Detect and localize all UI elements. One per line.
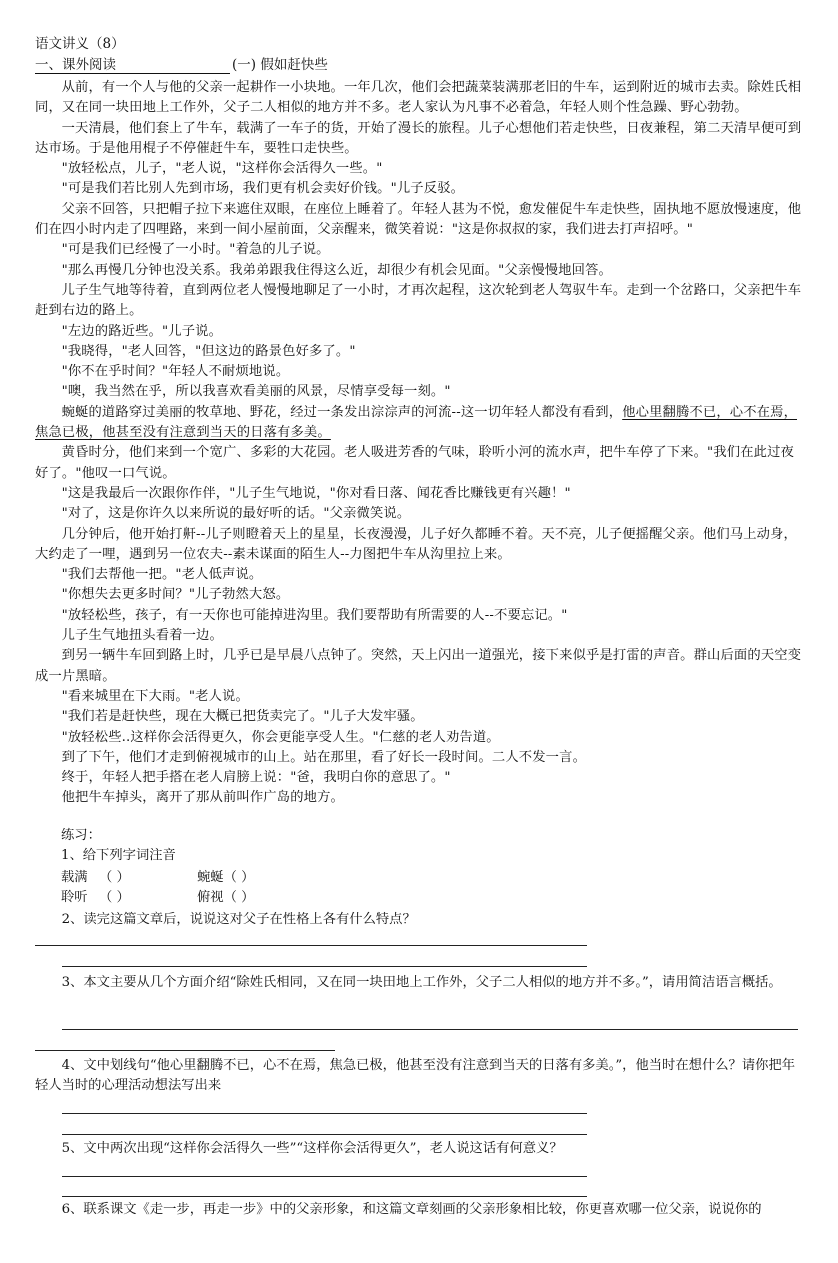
story-paragraph: "我们去帮他一把。"老人低声说。: [61, 567, 263, 583]
story-paragraph: "你想失去更多时间？"儿子勃然大怒。: [61, 587, 290, 603]
pinyin-blank[interactable]: （ ）: [99, 870, 130, 885]
answer-line[interactable]: [62, 1176, 587, 1177]
answer-line[interactable]: [62, 1113, 587, 1114]
question-5-text: 5、文中两次出现“这样你会活得久一些”“这样你会活得更久”，老人说这话有何意义？: [61, 1141, 563, 1156]
story-paragraph: 到了下午，他们才走到俯视城市的山上。站在那里，看了好长一段时间。二人不发一言。: [61, 749, 587, 765]
exercise-heading: 练习：: [61, 828, 101, 843]
question-6: [35, 1200, 807, 1224]
paragraph-text: 蜿蜒的道路穿过美丽的牧草地、野花，经过一条发出淙淙声的河流--这一切年轻人都没有看到，: [61, 404, 623, 420]
story-paragraph: 几分钟后，他开始打鼾--儿子则瞪着天上的星星，长夜漫漫，儿子好久都睡不着。天不亮，儿子便摇醒父亲。他们马上动身，大约走了一哩，遇到另一位农夫--素未谋面的陌生人--力图把牛车从沟里拉上来。: [35, 526, 798, 562]
story-paragraph: "噢，我当然在乎，所以我喜欢看美丽的风景，尽情享受每一刻。": [61, 384, 451, 400]
answer-line[interactable]: [62, 1029, 798, 1030]
story-paragraph: 父亲不回答，只把帽子拉下来遮住双眼，在座位上睡着了。年轻人甚为不悦，愈发催促牛车走快些，固执地不愿放慢速度，他们在四小时内走了四哩路，来到一间小屋前面，父亲醒来，微笑着说："这是你叔叔的家，我们进去打声招呼。": [35, 201, 802, 238]
story-paragraph: 从前，有一个人与他的父亲一起耕作一小块地。一年几次，他们会把蔬菜装满那老旧的牛车，运到附近的城市去卖。除姓氏相同，又在同一块田地上工作外，父子二人相似的地方并不多。老人家认为凡事不必着急，年轻人则个性急躁、野心勃勃。: [35, 80, 802, 116]
story-paragraph: "放轻松点，儿子，"老人说，"这样你会活得久一些。": [61, 161, 383, 177]
story-paragraph: 黄昏时分，他们来到一个宽广、多彩的大花园。老人吸进芳香的气味，聆听小河的流水声，把牛车停了下来。"我们在此过夜好了。"他叹一口气说。: [35, 445, 794, 481]
story-paragraph: "那么再慢几分钟也没关系。我弟弟跟我住得这么近，却很少有机会见面。"父亲慢慢地回答。: [61, 262, 612, 278]
story-paragraph: "对了，这是你许久以来所说的最好听的话。"父亲微笑说。: [61, 506, 411, 522]
question-1: 1、给下列字词注音: [61, 848, 176, 864]
question-2-text: 2、读完这篇文章后，说说这对父子在性格上各有什么特点？: [61, 912, 416, 927]
story-paragraph: "放轻松些，孩子，有一天你也可能掉进沟里。我们要帮助有所需要的人--不要忘记。": [61, 607, 568, 623]
pinyin-word-with-blank[interactable]: 俯视（ ）: [197, 890, 255, 905]
story-paragraph: 终于，年轻人把手搭在老人肩膀上说："爸，我明白你的意思了。": [61, 770, 451, 786]
pinyin-row-1: [61, 868, 461, 888]
pinyin-row-2: [61, 888, 461, 908]
pinyin-word: 载满: [61, 870, 88, 885]
story-paragraph: 儿子生气地扭头看着一边。: [61, 628, 223, 644]
answer-line[interactable]: [35, 1050, 335, 1051]
pinyin-blank[interactable]: （ ）: [99, 890, 130, 905]
story-paragraph: 儿子生气地等待着，直到两位老人慢慢地聊足了一小时，才再次起程，这次轮到老人驾驭牛车。走到一个岔路口，父亲把牛车赶到右边的路上。: [35, 282, 802, 319]
story-text: [35, 78, 807, 809]
story-paragraph: "左边的路近些。"儿子说。: [61, 323, 223, 339]
answer-line[interactable]: [62, 1134, 587, 1135]
story-paragraph: 他把牛车掉头，离开了那从前叫作广岛的地方。: [61, 790, 344, 806]
question-4-text: 4、文中划线句“他心里翻腾不已，心不在焉，焦急已极，他甚至没有注意到当天的日落有多美。”，他当时在想什么？请你把年轻人当时的心理活动想法写出来: [35, 1058, 796, 1094]
story-paragraph: 到另一辆牛车回到路上时，几乎已是早晨八点钟了。突然，天上闪出一道强光，接下来似乎是打雷的声音。群山后面的天空变成一片黑暗。: [35, 648, 802, 684]
question-3: [35, 973, 807, 993]
question-2: [35, 910, 807, 930]
story-paragraph-with-underline: [35, 403, 807, 444]
story-paragraph: "我晓得，"老人回答，"但这边的路景色好多了。": [61, 343, 356, 359]
story-paragraph: "这是我最后一次跟你作伴，"儿子生气地说，"你对看日落、闻花香比赚钱更有兴趣！": [61, 485, 571, 501]
story-paragraph: "放轻松些..这样你会活得更久，你会更能享受人生。"仁慈的老人劝告道。: [61, 729, 500, 745]
answer-line[interactable]: [62, 966, 587, 967]
story-paragraph: "可是我们若比别人先到市场，我们更有机会卖好价钱。"儿子反驳。: [61, 181, 465, 197]
answer-line[interactable]: [62, 1196, 587, 1197]
story-paragraph: "你不在乎时间？"年轻人不耐烦地说。: [61, 364, 290, 380]
story-paragraph: "可是我们已经慢了一小时。"着急的儿子说。: [61, 242, 330, 258]
section-label: 一、课外阅读: [35, 57, 116, 73]
heading-underline: [35, 73, 230, 74]
exercise-section: [35, 826, 807, 867]
answer-line[interactable]: [35, 945, 587, 946]
question-6-text: 6、联系课文《走一步，再走一步》中的父亲形象，和这篇文章刻画的父亲形象相比较，你更喜欢哪一位父亲，说说你的: [61, 1202, 762, 1217]
story-paragraph: "看来城里在下大雨。"老人说。: [61, 688, 249, 704]
story-paragraph: "我们若是赶快些，现在大概已把货卖完了。"儿子大发牢骚。: [61, 709, 424, 725]
question-5: [35, 1139, 807, 1159]
pinyin-word-with-blank[interactable]: 蜿蜒（ ）: [197, 870, 255, 885]
pinyin-word: 聆听: [61, 890, 88, 905]
underlined-sentence: 他心里翻腾不已，心不在焉，焦急已极，他甚至没有注意到当天的日落有多美。: [35, 404, 798, 441]
question-3-text: 3、本文主要从几个方面介绍“除姓氏相同，又在同一块田地上工作外，父子二人相似的地方并不多。”，请用简洁语言概括。: [61, 975, 782, 990]
section-heading: [35, 57, 815, 73]
story-paragraph: 一天清晨，他们套上了牛车，载满了一车子的货，开始了漫长的旅程。儿子心想他们若走快些，日夜兼程，第二天清早便可到达市场。于是他用棍子不停催赶牛车，要牲口走快些。: [35, 120, 802, 156]
document-title: 语文讲义（8）: [35, 36, 125, 52]
article-title: (一) 假如赶快些: [232, 57, 328, 73]
question-4: [35, 1056, 807, 1097]
